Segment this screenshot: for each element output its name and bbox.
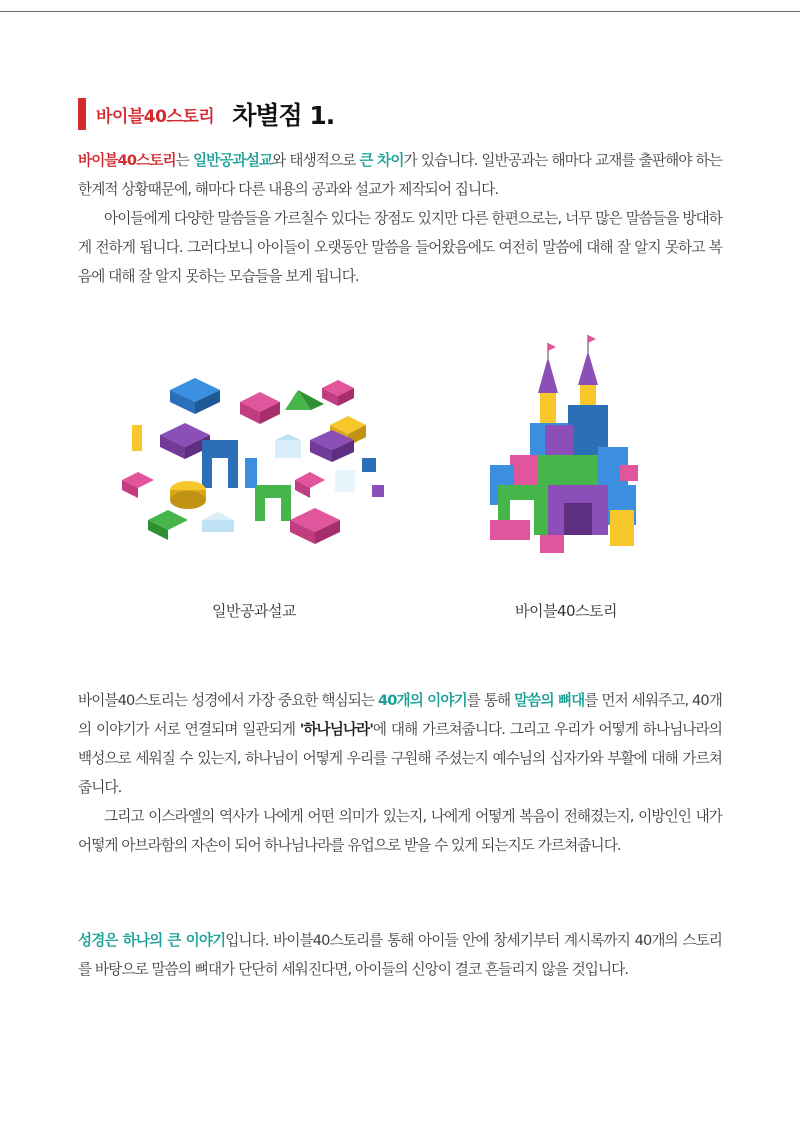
castle-blocks-illustration: [480, 335, 660, 555]
highlight-word-skeleton: 말씀의 뼈대: [514, 692, 585, 709]
highlight-one-big-story: 성경은 하나의 큰 이야기: [78, 932, 226, 949]
conclusion-paragraph: [78, 926, 722, 984]
highlight-40-stories: 40개의 이야기: [377, 692, 467, 709]
text-run: 그리고 이스라엘의 역사가 나에게 어떤 의미가 있는지, 나에게 어떻게 복음이 전해졌는지, 이방인인 내가 어떻게 아브라함의 자손이 되어 하나님나라를 유업으로 받을 수 있게 되는지도 가르쳐줍니다.: [78, 808, 722, 854]
highlight-big-difference: 큰 차이: [359, 152, 404, 169]
scattered-blocks-illustration: [110, 370, 410, 550]
highlight-general-curriculum: 일반공과설교: [192, 152, 273, 169]
highlight-kingdom-of-god: '하나님나라': [299, 721, 373, 738]
text-run: 와 태생적으로: [272, 152, 360, 169]
text-run: 에 대해 가르쳐줍니다. 그리고 우리가 어떻게 하나님나라의 백성으로 세워질 수 있는지, 하나님이 어떻게 우리를 구원해 주셨는지 예수님의 십자가와 부활에 대해 가르쳐줍니다.: [78, 721, 722, 796]
brand-highlight: 바이블40스토리: [78, 152, 176, 169]
header-accent-bar: [78, 98, 86, 130]
core-stories-paragraph: [78, 686, 722, 860]
header-brand: 바이블40스토리: [96, 106, 215, 127]
text-run: 아이들에게 다양한 말씀들을 가르칠수 있다는 장점도 있지만 다른 한편으로는, 너무 많은 말씀들을 방대하게 전하게 됩니다. 그러다보니 아이들이 오랫동안 말씀을 들어왔음에도 여전히 말씀에 대해 잘 알지 못하고 복음에 대해 잘 알지 못하는 모습들을 보게 됩니다.: [78, 210, 722, 285]
left-figure-caption: 일반공과설교: [212, 602, 296, 620]
text-run: 를 통해: [466, 692, 515, 709]
right-figure-caption: 바이블40스토리: [514, 602, 618, 620]
top-rule: [0, 11, 800, 12]
text-run: 를 먼저 세워주고, 40개의 이야기가 서로 연결되며 일관되게: [78, 692, 722, 738]
text-run: 입니다. 바이블40스토리를 통해 아이들 안에 창세기부터 계시록까지 40개의 스토리를 바탕으로 말씀의 뼈대가 단단히 세워진다면, 아이들의 신앙이 결코 흔들리지 않을 것입니다.: [78, 932, 722, 978]
section-header: [78, 96, 334, 132]
text-run: 가 있습니다. 일반공과는 해마다 교재를 출판해야 하는 한계적 상황때문에, 해마다 다른 내용의 공과와 설교가 제작되어 집니다.: [78, 152, 722, 198]
intro-paragraph: [78, 146, 722, 291]
text-run: 는: [175, 152, 193, 169]
page-title: 차별점 1.: [232, 101, 335, 130]
text-run: 바이블40스토리는 성경에서 가장 중요한 핵심되는: [78, 692, 378, 709]
